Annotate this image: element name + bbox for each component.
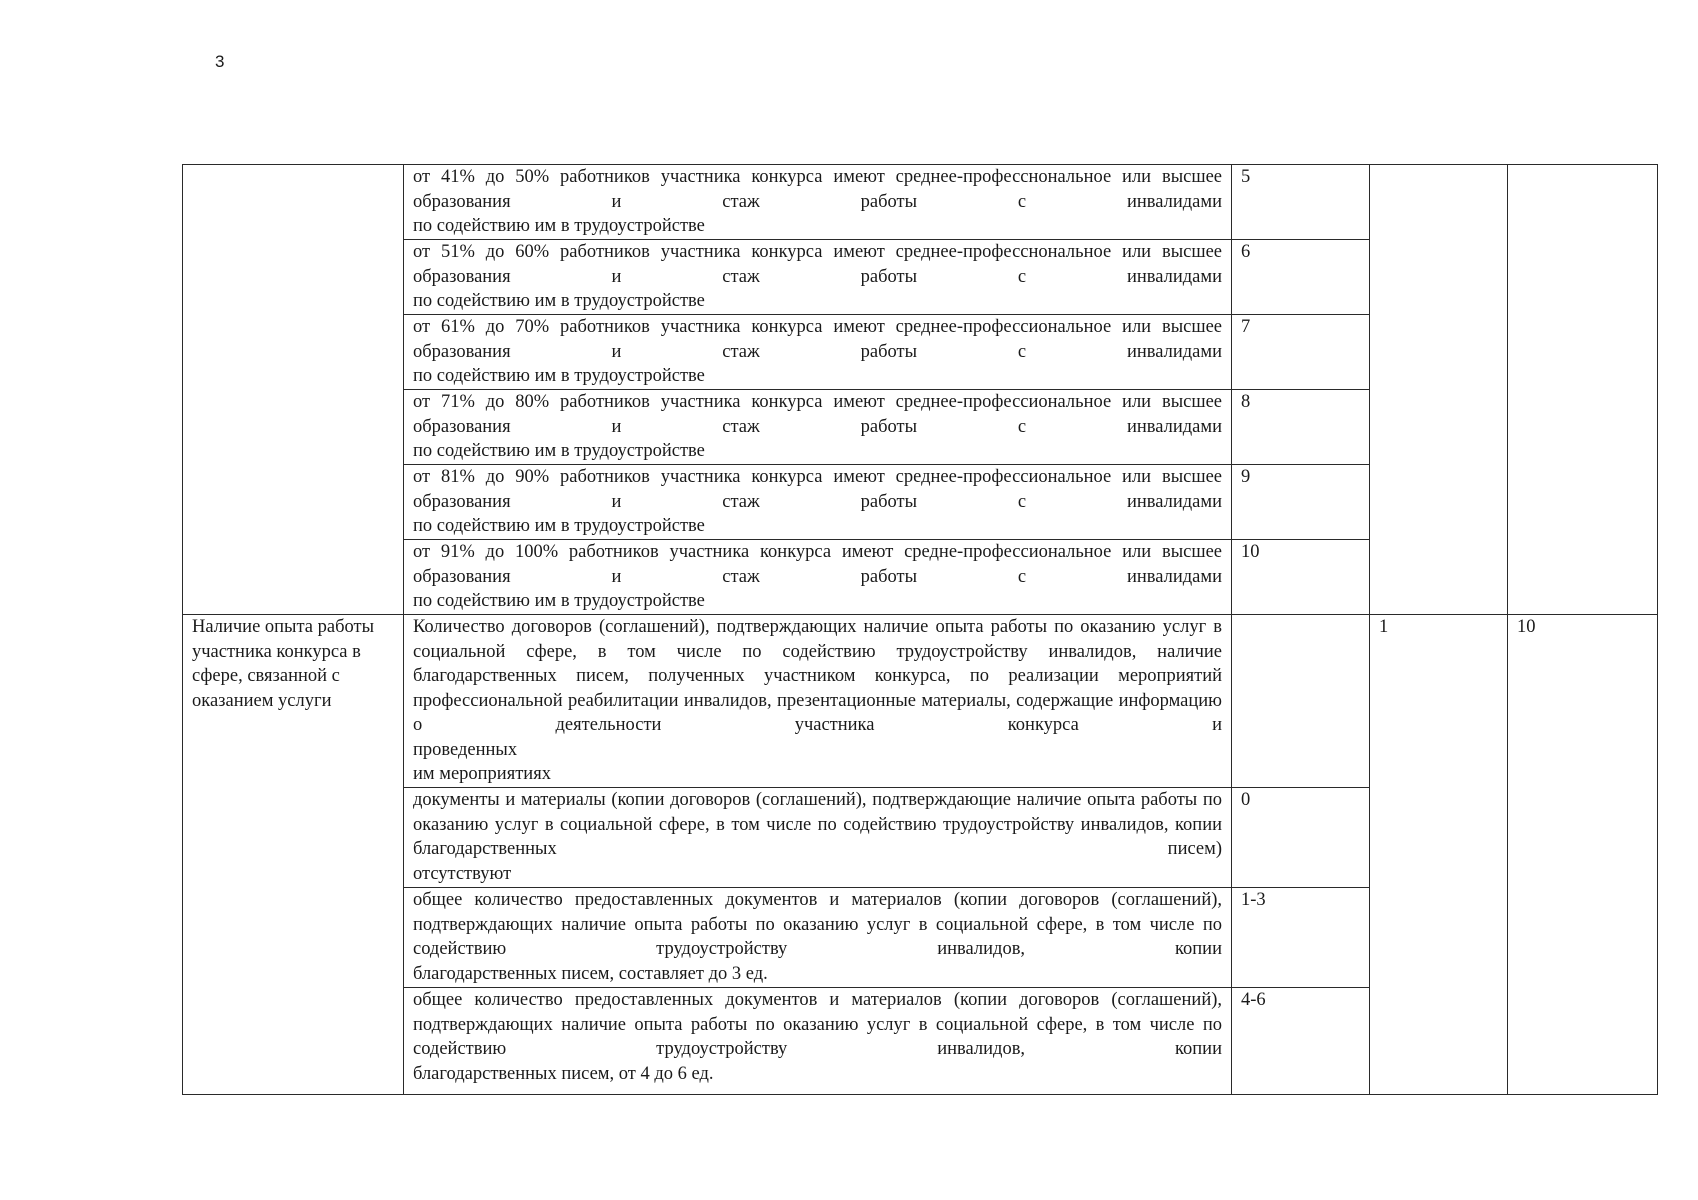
col4-cell-empty bbox=[1370, 165, 1508, 615]
condition-cell: от 61% до 70% работников участника конкурса имеют среднее-профессиональное или высшее образования и стаж работы с инвалидами по содействию им в трудоустройстве bbox=[404, 315, 1232, 390]
col5-cell-empty bbox=[1508, 165, 1658, 615]
score-cell: 5 bbox=[1232, 165, 1370, 240]
condition-cell: документы и материалы (копии договоров (соглашений), подтверждающие наличие опыта работы по оказанию услуг в социальной сфере, в том числе по содействию трудоустройству инвалидов, копии благодарственных писем) отсутствуют bbox=[404, 788, 1232, 888]
score-cell: 9 bbox=[1232, 465, 1370, 540]
condition-cell: от 51% до 60% работников участника конкурса имеют среднее-професснональное или высшее образования и стаж работы с инвалидами по содействию им в трудоустройстве bbox=[404, 240, 1232, 315]
condition-cell: от 91% до 100% работников участника конкурса имеют средне-профессиональное или высшее образования и стаж работы с инвалидами по содействию им в трудоустройстве bbox=[404, 540, 1232, 615]
condition-cell: общее количество предоставленных документов и материалов (копии договоров (соглашений), подтверждающих наличие опыта работы по оказанию услуг в социальной сфере, в том числе по содействию трудоустройству инвалидов, копии благодарственных писем, от 4 до 6 ед. bbox=[404, 988, 1232, 1095]
condition-cell: от 81% до 90% работников участника конкурса имеют среднее-профессиональное или высшее образования и стаж работы с инвалидами по содействию им в трудоустройстве bbox=[404, 465, 1232, 540]
score-cell: 6 bbox=[1232, 240, 1370, 315]
score-cell: 7 bbox=[1232, 315, 1370, 390]
score-cell: 0 bbox=[1232, 788, 1370, 888]
table-row bbox=[183, 165, 1658, 240]
score-cell: 1-3 bbox=[1232, 888, 1370, 988]
table-row bbox=[183, 615, 1658, 788]
max-score-cell: 1 bbox=[1370, 615, 1508, 1095]
criterion-name: Наличие опыта работы участника конкурса в сфере, связанной с оказанием услуги bbox=[183, 615, 404, 1095]
condition-cell: от 71% до 80% работников участника конкурса имеют среднее-профессиональное или высшее образования и стаж работы с инвалидами по содействию им в трудоустройстве bbox=[404, 390, 1232, 465]
criteria-table bbox=[182, 164, 1658, 1095]
weight-cell: 10 bbox=[1508, 615, 1658, 1095]
score-cell: 4-6 bbox=[1232, 988, 1370, 1095]
condition-cell: от 41% до 50% работников участника конкурса имеют среднее-професснональное или высшее образования и стаж работы с инвалидами по содействию им в трудоустройстве bbox=[404, 165, 1232, 240]
page-number: 3 bbox=[215, 52, 225, 71]
condition-cell: Количество договоров (соглашений), подтверждающих наличие опыта работы по оказанию услуг в социальной сфере, в том числе по содействию трудоустройству инвалидов, наличие благодарственных писем, полученных участником конкурса, по реализации мероприятий профессиональной реабилитации инвалидов, презентационные материалы, содержащие информацию о деятельности участника конкурса и проведенных им мероприятиях bbox=[404, 615, 1232, 788]
score-cell: 8 bbox=[1232, 390, 1370, 465]
score-cell bbox=[1232, 615, 1370, 788]
condition-cell: общее количество предоставленных документов и материалов (копии договоров (соглашений), подтверждающих наличие опыта работы по оказанию услуг в социальной сфере, в том числе по содействию трудоустройству инвалидов, копии благодарственных писем, составляет до 3 ед. bbox=[404, 888, 1232, 988]
score-cell: 10 bbox=[1232, 540, 1370, 615]
criterion-cell-empty bbox=[183, 165, 404, 615]
